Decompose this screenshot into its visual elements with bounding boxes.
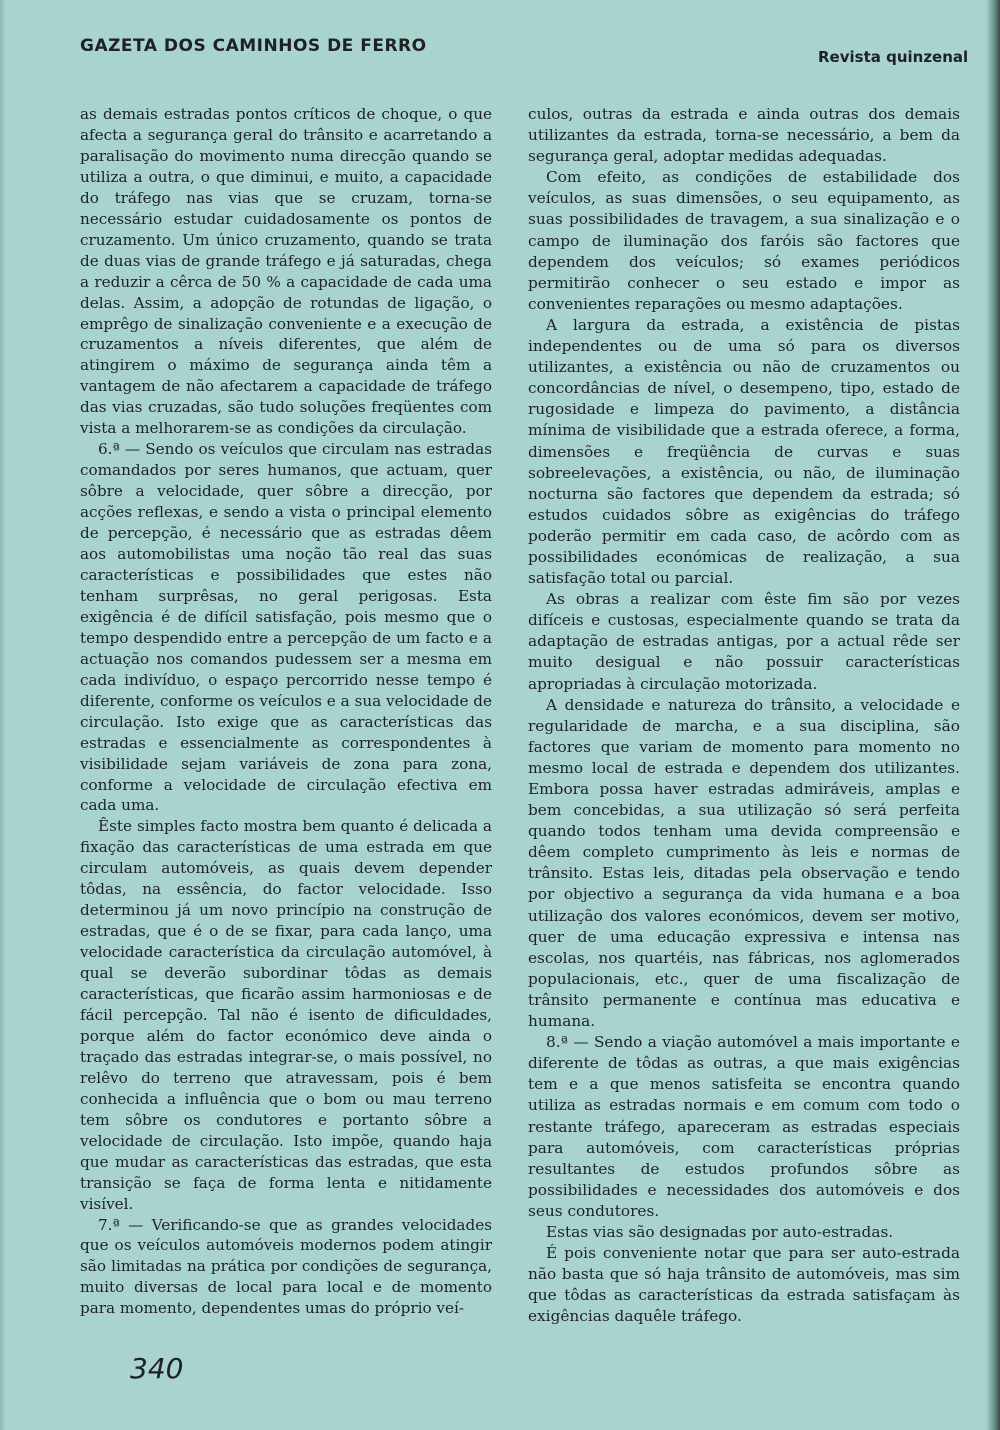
paragraph: culos, outras da estrada e ainda outras dos demais utilizantes da estrada, torna-se necessário, a bem da segurança geral, adoptar medidas adequadas. [528, 105, 960, 166]
page-right-edge-shadow [986, 0, 1000, 1430]
paragraph: A densidade e natureza do trânsito, a velocidade e regularidade de marcha, e a sua disciplina, são factores que variam de momento para momento no mesmo local de estrada e dependem dos utilizantes. Embora possa haver estradas admiráveis, amplas e bem concebidas, a sua utilização só será perfeita quando todos tenham uma devida compreensão e dêem completo cumprimento às leis e normas de trânsito. Estas leis, ditadas pela observação e tendo por objectivo a segurança da vida humana e a boa utilização dos valores económicos, devem ser motivo, quer de uma educação expressiva e intensa nas escolas, nos quartéis, nas fábricas, nos aglomerados populacionais, etc., quer de uma fiscalização de trânsito permanente e contínua mas educativa e humana. [528, 695, 960, 1031]
paragraph: as demais estradas pontos críticos de choque, o que afecta a segurança geral do trânsito e acarretando a paralisação do movimento numa direcção quando se utiliza a outra, o que diminui, e muito, a capacidade do tráfego nas vias que se cruzam, torna-se necessário estudar cuidadosamente os pontos de cruzamento. Um único cruzamento, quando se trata de duas vias de grande tráfego e já saturadas, chega a reduzir a cêrca de 50 % a capacidade de cada uma delas. Assim, a adopção de rotundas de ligação, o emprêgo de sinalização conveniente e a execução de cruzamentos a níveis diferentes, que além de atingirem o máximo de segurança ainda têm a vantagem de não afectarem a capacidade de tráfego das vias cruzadas, são tudo soluções freqüentes com vista a melhorarem-se as condições da circulação. [80, 105, 492, 438]
paragraph: 7.ª — Verificando-se que as grandes velocidades que os veículos automóveis modernos podem atingir são limitadas na prática por condições de segurança, muito diversas de local para local e de momento para momento, dependentes umas do próprio veí- [80, 1215, 492, 1318]
left-text-column [80, 104, 492, 1319]
paragraph: Estas vias são designadas por auto-estradas. [546, 1222, 894, 1241]
page-left-edge-shadow [0, 0, 6, 1430]
paragraph: Êste simples facto mostra bem quanto é delicada a fixação das características de uma estrada em que circulam automóveis, as quais devem depender tôdas, na essência, do factor velocidade. Isso determinou já um novo princípio na construção de estradas, que é o de se fixar, para cada lanço, uma velocidade característica da circulação automóvel, à qual se deverão subordinar tôdas as demais características, que ficarão assim harmoniosas e de fácil percepção. Tal não é isento de dificuldades, porque além do factor económico deve ainda o traçado das estradas integrar-se, o mais possível, no relêvo do terreno que atravessam, pois é bem conhecida a influência que o bom ou mau terreno tem sôbre os condutores e portanto sôbre a velocidade de circulação. Isto impõe, quando haja que mudar as características das estradas, que esta transição se faça de forma lenta e nitidamente visível. [80, 817, 492, 1213]
journal-subtitle: Revista quinzenal [818, 48, 969, 66]
right-text-column [528, 104, 960, 1327]
journal-title: GAZETA DOS CAMINHOS DE FERRO [80, 36, 427, 56]
paragraph: Com efeito, as condições de estabilidade dos veículos, as suas dimensões, o seu equipamento, as suas possibilidades de travagem, a sua sinalização e o campo de iluminação dos faróis são factores que dependem dos veículos; só exames periódicos permitirão conhecer o seu estado e impor as convenientes reparações ou mesmo adaptações. [528, 168, 960, 313]
paragraph: As obras a realizar com êste fim são por vezes difíceis e custosas, especialmente quando se trata da adaptação de estradas antigas, por a actual rêde ser muito desigual e não possuir características apropriadas à circulação motorizada. [528, 590, 960, 693]
paragraph: A largura da estrada, a existência de pistas independentes ou de uma só para os diversos utilizantes, a existência ou não de cruzamentos ou concordâncias de nível, o desempeno, tipo, estado de rugosidade e limpeza do pavimento, a distância mínima de visibilidade que a estrada oferece, a forma, dimensões e freqüência de curvas e suas sobreelevações, a existência, ou não, de iluminação nocturna são factores que dependem da estrada; só estudos cuidados sôbre as exigências do tráfego poderão permitir em cada caso, de acôrdo com as possibilidades económicas de realização, a sua satisfação total ou parcial. [528, 315, 960, 588]
paragraph: É pois conveniente notar que para ser auto-estrada não basta que só haja trânsito de automóveis, mas sim que tôdas as características da estrada satisfaçam às exigências daquêle tráfego. [528, 1244, 960, 1326]
paragraph: 6.ª — Sendo os veículos que circulam nas estradas comandados por seres humanos, que actuam, quer sôbre a velocidade, quer sôbre a direcção, por acções reflexas, e sendo a vista o principal elemento de percepção, é necessário que as estradas dêem aos automobilistas uma noção tão real das suas características e possibilidades que estes não tenham surprêsas, no geral perigosas. Esta exigência é de difícil satisfação, pois mesmo que o tempo despendido entre a percepção de um facto e a actuação nos comandos pudessem ser a mesma em cada indivíduo, o espaço percorrido nesse tempo é diferente, conforme os veículos e a sua velocidade de circulação. Isto exige que as características das estradas e essencialmente as correspondentes à visibilidade sejam variáveis de zona para zona, conforme a velocidade de circulação efectiva em cada uma. [80, 440, 492, 815]
paragraph: 8.ª — Sendo a viação automóvel a mais importante e diferente de tôdas as outras, a que mais exigências tem e a que menos satisfeita se encontra quando utiliza as estradas normais e em comum com todo o restante tráfego, apareceram as estradas especiais para automóveis, com características próprias resultantes de estudos profundos sôbre as possibilidades e necessidades dos automóveis e dos seus condutores. [528, 1033, 960, 1220]
page-number: 340 [130, 1352, 184, 1385]
